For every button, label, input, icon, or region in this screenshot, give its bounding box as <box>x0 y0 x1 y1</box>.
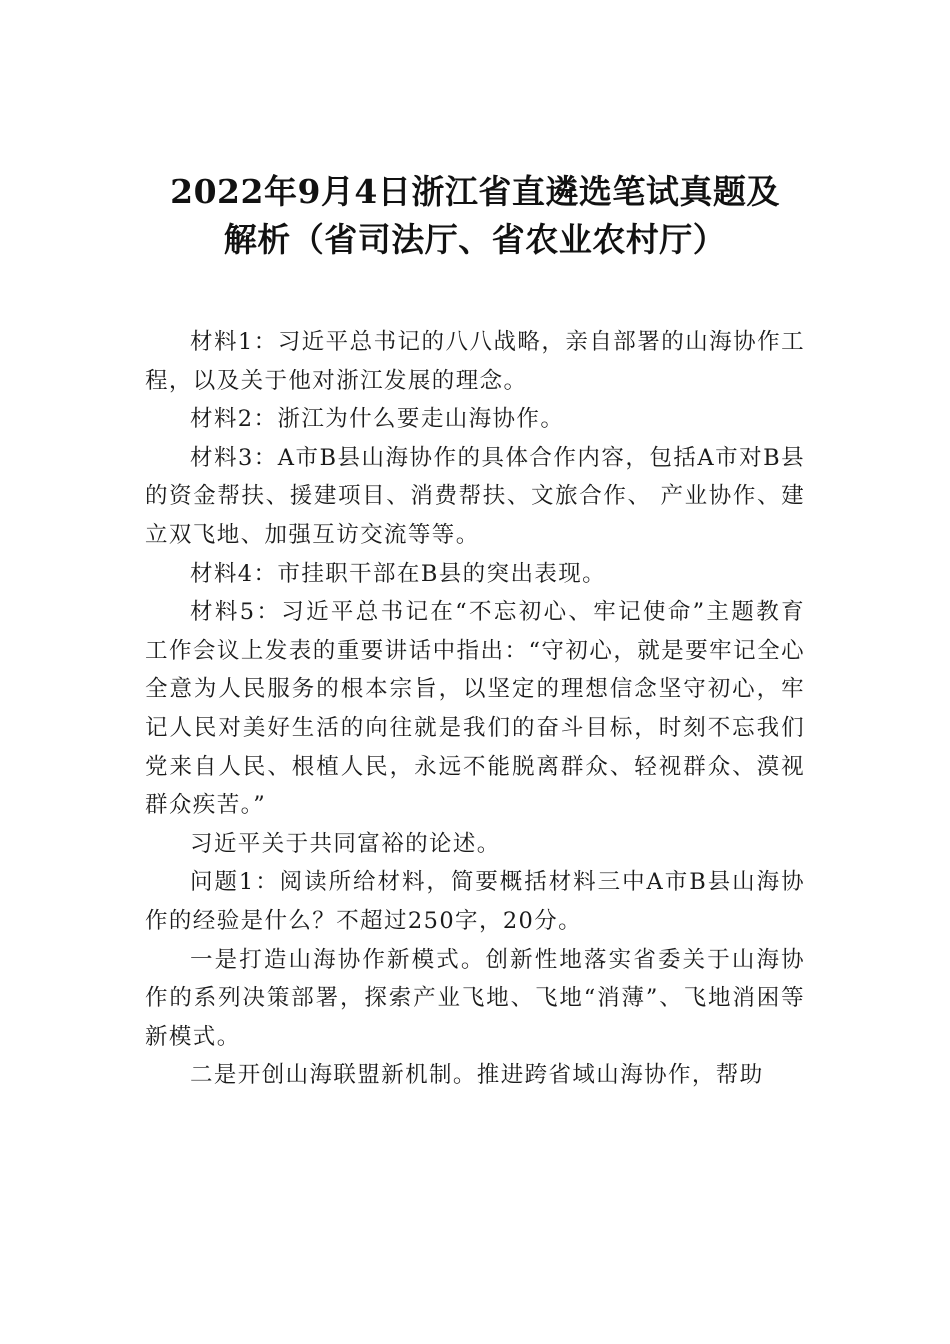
paragraph-question-1: 问题1：阅读所给材料，简要概括材料三中A市B县山海协作的经验是什么？不超过250字，20分。 <box>145 869 805 934</box>
paragraph-material-1: 材料1：习近平总书记的八八战略，亲自部署的山海协作工程，以及关于他对浙江发展的理念。 <box>145 329 805 394</box>
paragraph-material-3: 材料3：A市B县山海协作的具体合作内容，包括A市对B县的资金帮扶、援建项目、消费帮扶、文旅合作、 产业协作、建立双飞地、加强互访交流等等。 <box>145 444 805 548</box>
title-line-2: 解析（省司法厅、省农业农村厅） <box>223 220 727 259</box>
paragraph-material-2: 材料2：浙江为什么要走山海协作。 <box>190 406 565 433</box>
paragraph-answer-point-2: 二是开创山海联盟新机制。推进跨省域山海协作，帮助 <box>190 1062 764 1089</box>
title-line-1: 2022年9月4日浙江省直遴选笔试真题及 <box>170 172 780 211</box>
document-title <box>145 168 805 264</box>
paragraph-material-4: 材料4：市挂职干部在B县的突出表现。 <box>190 560 607 587</box>
document-body <box>145 323 805 1095</box>
paragraph-material-5: 材料5：习近平总书记在“不忘初心、牢记使命”主题教育工作会议上发表的重要讲话中指出：“守初心，就是要牢记全心全意为人民服务的根本宗旨，以坚定的理想信念坚守初心，牢记人民对美好生活的向往就是我们的奋斗目标，时刻不忘我们党来自人民、根植人民，永远不能脱离群众、轻视群众、漠视群众疾苦。” <box>145 599 805 819</box>
paragraph-answer-point-1: 一是打造山海协作新模式。创新性地落实省委关于山海协作的系列决策部署，探索产业飞地、飞地“消薄”、飞地消困等新模式。 <box>145 946 805 1050</box>
paragraph-common-prosperity: 习近平关于共同富裕的论述。 <box>190 830 501 857</box>
